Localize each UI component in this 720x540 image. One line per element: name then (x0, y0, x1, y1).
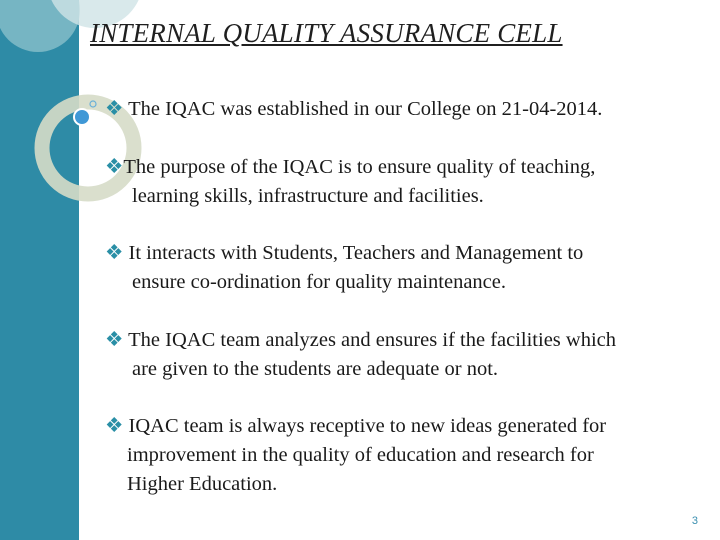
page-number: 3 (691, 515, 698, 527)
bullet-text: IQAC team is always receptive to new ideas generated for (128, 415, 607, 437)
bullet-text: The IQAC was established in our College on 21-04-2014. (128, 98, 603, 120)
diamond-bullet-icon: ❖ (105, 156, 124, 178)
bullet-item (105, 412, 710, 499)
bullet-text-continued: ensure co-ordination for quality maintenance. (132, 271, 506, 293)
bullet-text-continued: learning skills, infrastructure and facilities. (132, 185, 484, 207)
diamond-bullet-icon: ❖ (105, 329, 124, 351)
diamond-bullet-icon: ❖ (105, 415, 124, 437)
bullet-text-continued: are given to the students are adequate or not. (132, 358, 499, 380)
diamond-bullet-icon: ❖ (105, 242, 124, 264)
bullet-text: The IQAC team analyzes and ensures if the facilities which (128, 329, 616, 351)
bullet-item (105, 326, 710, 384)
bullet-item (105, 95, 710, 124)
diamond-bullet-icon: ❖ (105, 98, 124, 120)
bullet-item (105, 239, 710, 297)
bullet-item (105, 153, 710, 211)
bullet-text: It interacts with Students, Teachers and Management to (128, 242, 584, 264)
bullet-text-continued: Higher Education. (127, 473, 278, 495)
bullet-text: The purpose of the IQAC is to ensure quality of teaching, (123, 156, 596, 178)
bullet-text-continued: improvement in the quality of education and research for (127, 444, 594, 466)
slide-title: INTERNAL QUALITY ASSURANCE CELL (90, 18, 563, 48)
